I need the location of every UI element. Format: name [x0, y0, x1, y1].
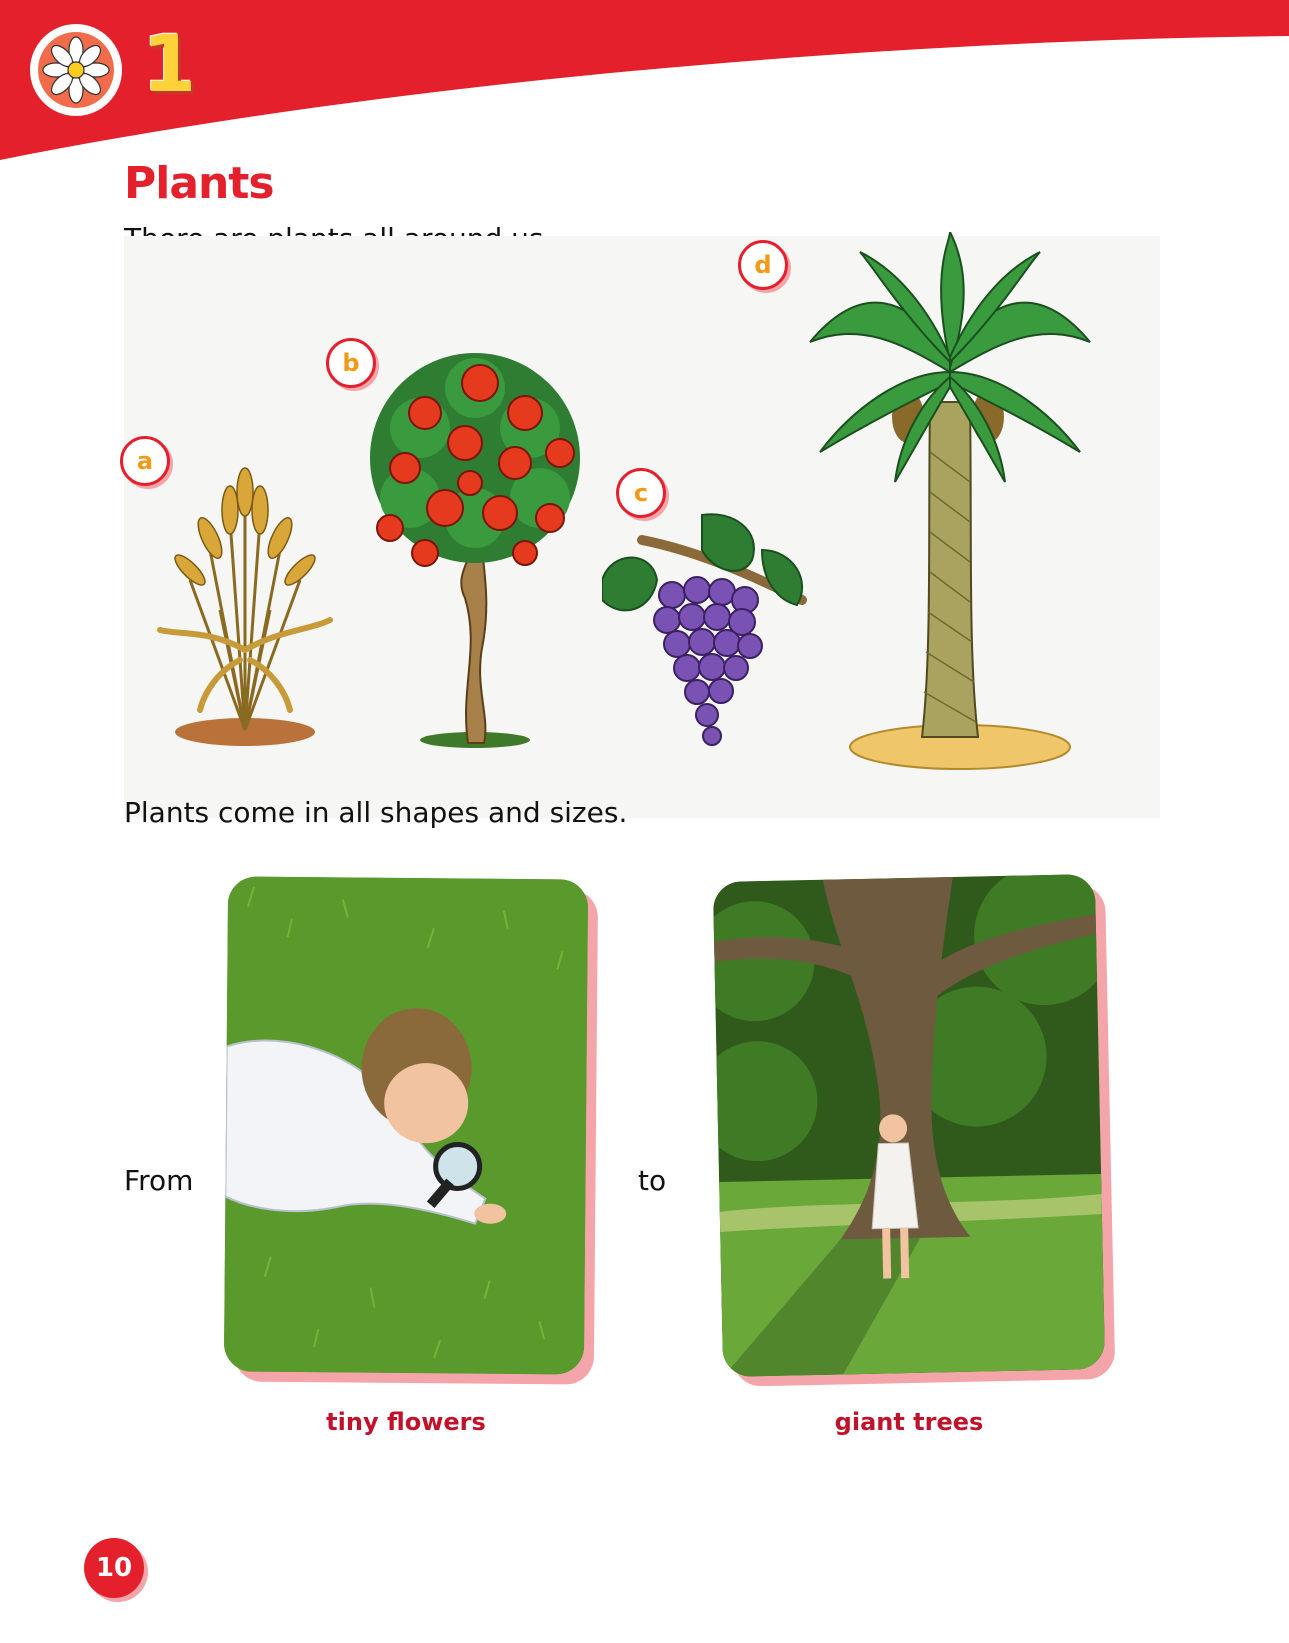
grapes-icon — [602, 510, 812, 750]
boy-with-magnifying-glass-photo — [224, 876, 588, 1374]
palm-tree-icon — [800, 232, 1100, 772]
label-b: b — [326, 338, 376, 388]
label-d: d — [738, 240, 788, 290]
wheat-icon — [150, 460, 340, 750]
page-number: 10 — [84, 1538, 144, 1598]
unit-number: 1 — [142, 20, 197, 110]
rose-bush-icon — [350, 348, 600, 758]
daisy-icon — [28, 22, 124, 118]
page-title: Plants — [124, 158, 274, 209]
label-a: a — [120, 436, 170, 486]
shapes-line: Plants come in all shapes and sizes. — [124, 796, 628, 829]
from-label: From — [124, 1164, 194, 1197]
to-label: to — [638, 1164, 667, 1197]
caption-tiny-flowers: tiny flowers — [326, 1408, 486, 1436]
caption-giant-trees: giant trees — [834, 1408, 984, 1436]
label-c: c — [616, 468, 666, 518]
girl-under-tree-photo — [713, 874, 1105, 1377]
